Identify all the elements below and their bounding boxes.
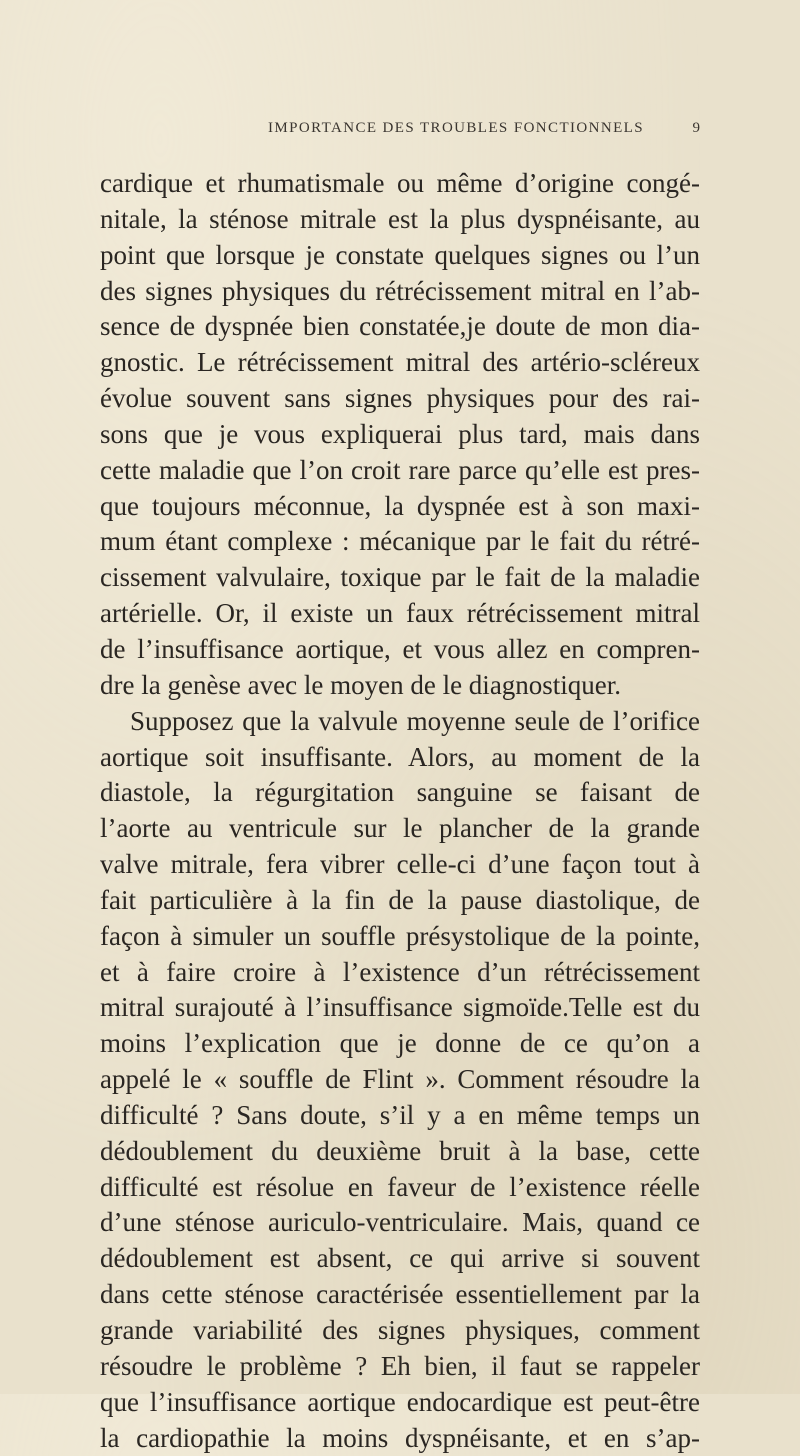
text-line: nitale, la sténose mitrale est la plus dyspnéisante, au <box>100 203 700 234</box>
text-line: dédoublement du deuxième bruit à la base, cette <box>100 1135 700 1166</box>
text-line: cette maladie que l’on croit rare parce qu’elle est pres- <box>100 454 700 485</box>
text-line: résoudre le problème ? Eh bien, il faut se rappeler <box>100 1350 700 1381</box>
text-line: sons que je vous expliquerai plus tard, mais dans <box>100 418 700 449</box>
text-line: façon à simuler un souffle présystolique de la pointe, <box>100 920 700 951</box>
text-line: des signes physiques du rétrécissement mitral en l’ab- <box>100 275 700 306</box>
text-line: cissement valvulaire, toxique par le fait de la maladie <box>100 562 700 593</box>
text-line: dre la genèse avec le moyen de le diagnostiquer. <box>100 669 622 700</box>
text-line: fait particulière à la fin de la pause diastolique, de <box>100 884 700 915</box>
running-head <box>268 120 700 140</box>
body-text <box>100 166 700 1456</box>
text-line: de l’insuffisance aortique, et vous allez en compren- <box>100 633 700 664</box>
text-line: dans cette sténose caractérisée essentiellement par la <box>100 1279 700 1310</box>
text-line: mum étant complexe : mécanique par le fait du rétré- <box>100 526 700 557</box>
text-line: évolue souvent sans signes physiques pour des rai- <box>100 383 700 414</box>
text-line: la cardiopathie la moins dyspnéisante, et en s’ap- <box>100 1422 700 1453</box>
text-line: aortique soit insuffisante. Alors, au moment de la <box>100 741 700 772</box>
text-line: mitral surajouté à l’insuffisance sigmoïde.Telle est du <box>100 992 700 1023</box>
text-line: diastole, la régurgitation sanguine se faisant de <box>100 777 700 808</box>
text-line: difficulté est résolue en faveur de l’existence réelle <box>100 1171 700 1202</box>
text-line: Supposez que la valvule moyenne seule de l’orifice <box>130 705 700 736</box>
text-line: point que lorsque je constate quelques signes ou l’un <box>100 239 700 270</box>
text-line: sence de dyspnée bien constatée,je doute de mon dia- <box>100 311 700 342</box>
text-line: que l’insuffisance aortique endocardique est peut-être <box>100 1386 700 1417</box>
text-line: grande variabilité des signes physiques, comment <box>100 1315 700 1345</box>
text-line: d’une sténose auriculo-ventriculaire. Mais, quand ce <box>100 1207 700 1238</box>
text-line: gnostic. Le rétrécissement mitral des artério-scléreux <box>100 347 700 378</box>
text-line: valve mitrale, fera vibrer celle-ci d’une façon tout à <box>100 849 700 880</box>
running-title: IMPORTANCE DES TROUBLES FONCTIONNELS <box>268 120 644 136</box>
text-line: dédoublement est absent, ce qui arrive si souvent <box>100 1243 700 1274</box>
page-number: 9 <box>692 120 700 136</box>
text-line: moins l’explication que je donne de ce qu’on a <box>100 1028 700 1059</box>
text-line: que toujours méconnue, la dyspnée est à son maxi- <box>100 490 700 521</box>
text-line: difficulté ? Sans doute, s’il y a en même temps un <box>100 1099 700 1130</box>
text-line: et à faire croire à l’existence d’un rétrécissement <box>100 956 700 987</box>
text-line: cardique et rhumatismale ou même d’origine congé- <box>100 168 700 198</box>
text-line: l’aorte au ventricule sur le plancher de la grande <box>100 813 700 844</box>
text-line: artérielle. Or, il existe un faux rétrécissement mitral <box>100 598 700 629</box>
text-line: appelé le « souffle de Flint ». Comment résoudre la <box>100 1064 700 1095</box>
